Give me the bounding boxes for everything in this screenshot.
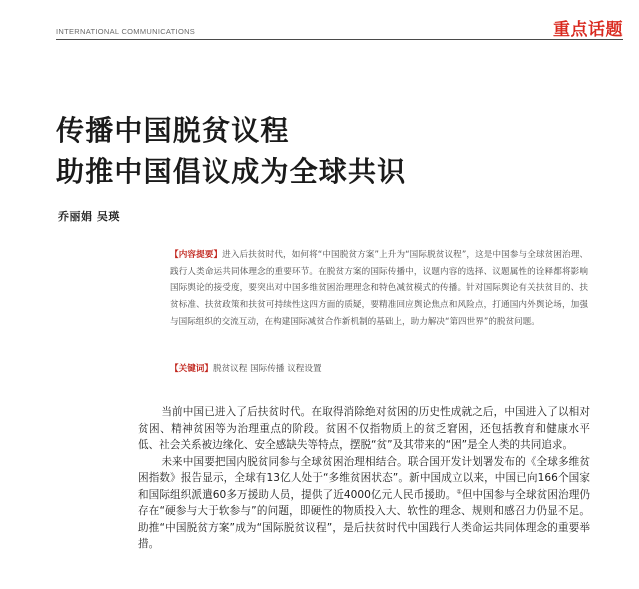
keywords — [170, 362, 588, 376]
paragraph-text: 但中国参与全球贫困治理仍存在“硬参与大于软参与”的问题，即硬性的物质投入大、软性的理念、规则和感召力仍显不足。助推“中国脱贫方案”成为“国际脱贫议程”，是后扶贫时代中国践行人类命运共同体理念的重要举措。 — [138, 488, 590, 550]
footnote-mark: ① — [456, 487, 462, 495]
paragraph — [138, 454, 590, 553]
section-header: INTERNATIONAL COMMUNICATIONS — [56, 27, 196, 36]
column-title: 重点话题 — [553, 20, 623, 40]
abstract-label: 【内容提要】 — [170, 250, 223, 260]
header-divider — [56, 39, 623, 40]
keywords-label: 【关键词】 — [170, 364, 213, 374]
article-title — [56, 110, 406, 192]
paragraph-text: 未来中国要把国内脱贫同参与全球贫困治理相结合。联合国开发计划署发布的《全球多维贫困指数》报告显示，全球有13亿人处于“多维贫困状态”。新中国成立以来，中国已向166个国家和国际组织派遣60多万援助人员，提供了近4000亿元人民币援助。 — [138, 455, 590, 501]
abstract-text: 进入后扶贫时代，如何将“中国脱贫方案”上升为“国际脱贫议程”，这是中国参与全球贫困治理、践行人类命运共同体理念的重要环节。在脱贫方案的国际传播中，议题内容的选择、议题属性的诠释都将影响国际舆论的接受度，要突出对中国多维贫困治理理念和特色减贫模式的传播。针对国际舆论有关扶贫目的、扶贫标准、扶贫政策和扶贫可持续性这四方面的质疑，要精准回应舆论焦点和风险点，打通国内外舆论场，加强与国际组织的交流互动，在构建国际减贫合作新机制的基础上，助力解决“第四世界”的脱贫问题。 — [170, 250, 588, 327]
keywords-text: 脱贫议程 国际传播 议程设置 — [212, 364, 322, 374]
paragraph: 当前中国已进入了后扶贫时代。在取得消除绝对贫困的历史性成就之后，中国进入了以相对贫困、精神贫困等为治理重点的阶段。贫困不仅指物质上的贫乏窘困，还包括教育和健康水平低、社会关系被边缘化、安全感缺失等特点，摆脱“贫”及其带来的“困”是全人类的共同追求。 — [138, 406, 590, 451]
title-line-2: 助推中国倡议成为全球共识 — [56, 155, 407, 188]
authors: 乔丽娟 吴瑛 — [58, 210, 120, 223]
body-text — [138, 404, 590, 553]
abstract — [170, 247, 588, 331]
title-line-1: 传播中国脱贫议程 — [56, 114, 290, 147]
